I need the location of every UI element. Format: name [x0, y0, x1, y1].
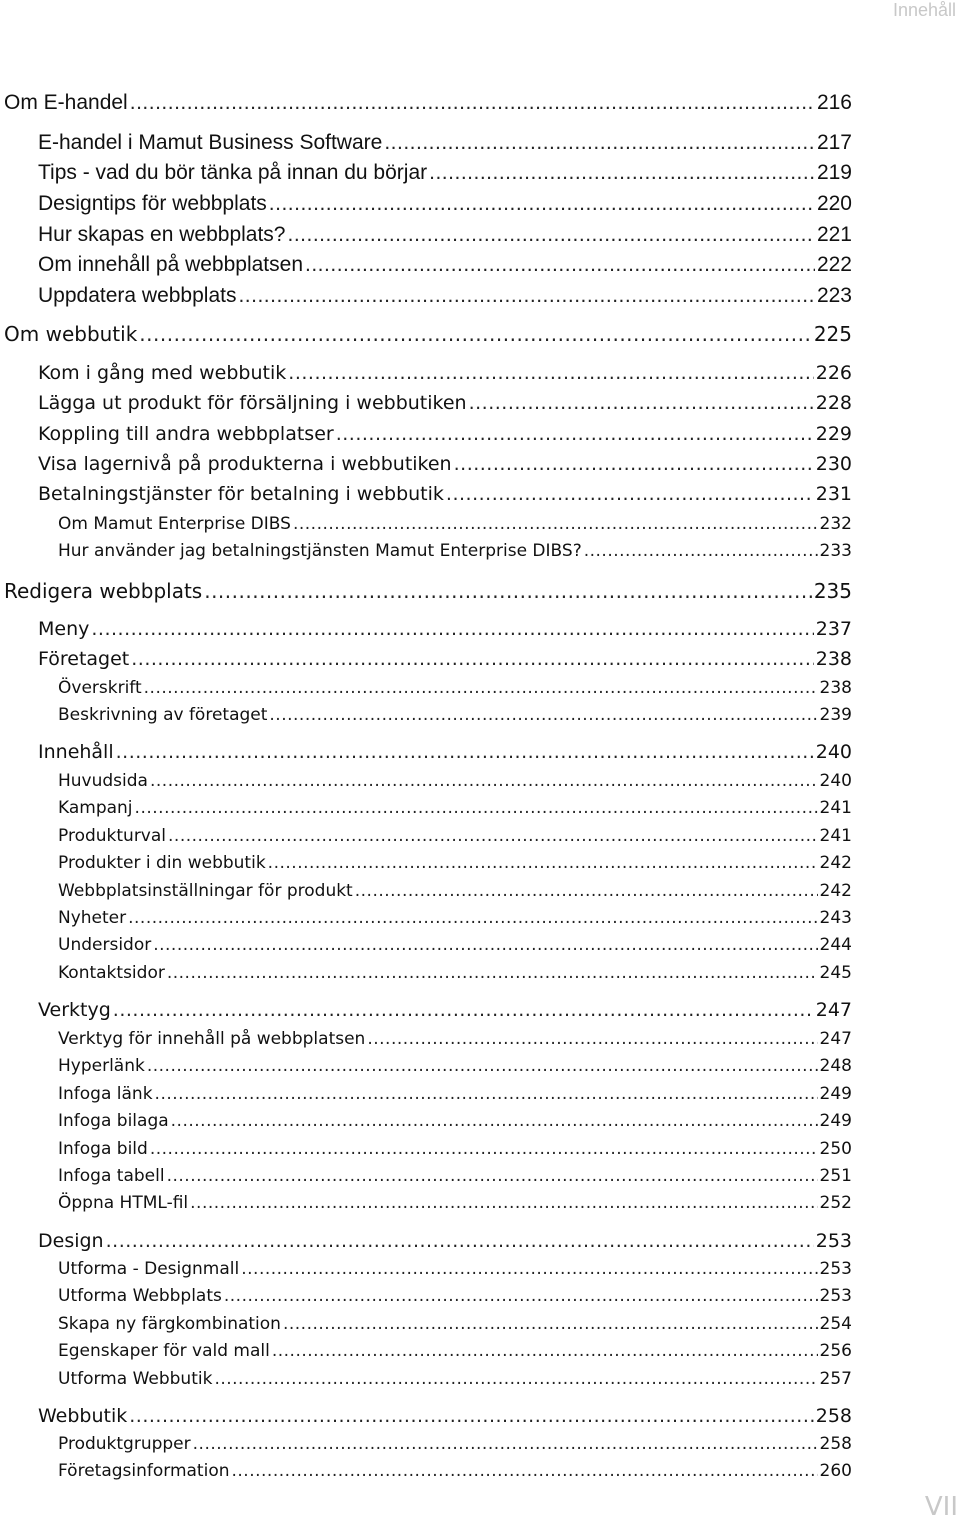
toc-entry-page: 239	[819, 705, 852, 725]
toc-entry[interactable]	[38, 1001, 852, 1020]
leader-dots	[171, 1113, 818, 1130]
leader-dots	[224, 1288, 818, 1305]
toc-entry[interactable]	[58, 800, 852, 817]
toc-entry-page: 240	[815, 741, 852, 763]
toc-entry-page: 253	[815, 1230, 852, 1252]
toc-entry-label: Nyheter	[58, 908, 127, 928]
toc-entry-label: Produkturval	[58, 826, 167, 846]
toc-entry[interactable]	[38, 285, 852, 306]
toc-entry-label: Betalningstjänster för betalning i webbutik	[38, 483, 444, 505]
toc-entry-label: Kom i gång med webbutik	[38, 362, 287, 384]
toc-entry-page: 243	[819, 908, 852, 928]
toc-entry[interactable]	[38, 254, 852, 275]
toc-entry-page: 250	[819, 1139, 852, 1159]
toc-entry[interactable]	[58, 707, 852, 724]
toc-entry-page: 228	[815, 392, 852, 414]
toc-entry-page: 242	[819, 881, 852, 901]
leader-dots	[113, 1001, 814, 1020]
toc-entry[interactable]	[58, 1261, 852, 1278]
toc-entry[interactable]	[58, 883, 852, 900]
toc-entry-label: Produkter i din webbutik	[58, 853, 266, 873]
toc-entry-page: 241	[819, 826, 852, 846]
toc-entry[interactable]	[38, 620, 852, 639]
toc-entry-label: Designtips för webbplats	[38, 192, 267, 215]
leader-dots	[167, 1168, 818, 1185]
toc-entry-page: 242	[819, 853, 852, 873]
toc-entry[interactable]	[58, 1141, 852, 1158]
leader-dots	[241, 1261, 817, 1278]
toc-entry-label: Innehåll	[38, 741, 114, 763]
leader-dots	[116, 743, 814, 762]
toc-entry-page: 256	[819, 1341, 852, 1361]
leader-dots	[204, 581, 812, 601]
toc-entry-label: Infoga bilaga	[58, 1111, 169, 1131]
toc-entry[interactable]	[38, 224, 852, 245]
leader-dots	[287, 224, 814, 245]
leader-dots	[355, 883, 818, 900]
leader-dots	[144, 680, 818, 697]
toc-entry-page: 217	[816, 131, 852, 154]
toc-entry[interactable]	[38, 1232, 852, 1251]
toc-entry-page: 249	[819, 1111, 852, 1131]
toc-entry-label: Webbplatsinställningar för produkt	[58, 881, 353, 901]
leader-dots	[269, 193, 815, 214]
leader-dots	[167, 965, 818, 982]
toc-entry-label: Skapa ny färgkombination	[58, 1314, 281, 1334]
toc-entry-label: Om innehåll på webbplatsen	[38, 253, 304, 276]
toc-entry-page: 238	[819, 678, 852, 698]
toc-entry-label: Om webbutik	[4, 322, 138, 346]
leader-dots	[135, 800, 818, 817]
toc-entry[interactable]	[4, 581, 852, 601]
toc-entry[interactable]	[38, 1407, 852, 1426]
leader-dots	[454, 455, 814, 474]
toc-entry-page: 221	[816, 223, 852, 246]
toc-entry-label: Utforma - Designmall	[58, 1259, 240, 1279]
toc-entry-page: 252	[819, 1193, 852, 1213]
toc-entry-label: Uppdatera webbplats	[38, 284, 237, 307]
toc-entry[interactable]	[58, 1168, 852, 1185]
leader-dots	[272, 1343, 818, 1360]
leader-dots	[153, 937, 817, 954]
toc-entry-page: 251	[819, 1166, 852, 1186]
toc-entry-label: Meny	[38, 618, 90, 640]
toc-entry[interactable]	[38, 743, 852, 762]
leader-dots	[446, 485, 814, 504]
toc-entry-label: Webbutik	[38, 1405, 128, 1427]
toc-entry-page: 223	[816, 284, 852, 307]
leader-dots	[238, 285, 814, 306]
toc-entry-page: 238	[815, 648, 852, 670]
leader-dots	[268, 855, 818, 872]
leader-dots	[232, 1463, 818, 1480]
toc-entry-page: 230	[815, 453, 852, 475]
toc-entry-page: 253	[819, 1286, 852, 1306]
toc-entry-label: E-handel i Mamut Business Software	[38, 131, 383, 154]
toc-entry-label: Verktyg	[38, 999, 111, 1021]
toc-entry-label: Företaget	[38, 648, 130, 670]
leader-dots	[584, 543, 818, 560]
toc-entry-page: 216	[816, 91, 852, 114]
leader-dots	[131, 650, 813, 669]
toc-entry[interactable]	[58, 910, 852, 927]
leader-dots	[106, 1232, 814, 1251]
leader-dots	[128, 910, 817, 927]
leader-dots	[469, 394, 814, 413]
toc-entry-label: Företagsinformation	[58, 1461, 230, 1481]
toc-entry-page: 235	[813, 579, 852, 603]
toc-entry[interactable]	[58, 773, 852, 790]
toc-entry-page: 244	[819, 935, 852, 955]
leader-dots	[293, 516, 818, 533]
toc-entry-page: 226	[815, 362, 852, 384]
leader-dots	[129, 1407, 813, 1426]
toc-entry-label: Egenskaper för vald mall	[58, 1341, 270, 1361]
leader-dots	[168, 828, 818, 845]
toc-entry-page: 237	[815, 618, 852, 640]
toc-entry-page: 220	[816, 192, 852, 215]
toc-entry-label: Infoga länk	[58, 1084, 153, 1104]
toc-entry[interactable]	[58, 1343, 852, 1360]
leader-dots	[269, 707, 817, 724]
toc-entry[interactable]	[38, 193, 852, 214]
toc-entry-label: Hur skapas en webbplats?	[38, 223, 286, 246]
toc-entry-page: 247	[815, 999, 852, 1021]
leader-dots	[384, 132, 815, 153]
toc-entry[interactable]	[38, 455, 852, 474]
toc-entry[interactable]	[38, 425, 852, 444]
toc-entry-label: Design	[38, 1230, 104, 1252]
leader-dots	[139, 324, 812, 344]
page-number: VII	[924, 1492, 958, 1522]
toc-entry-page: 258	[819, 1434, 852, 1454]
leader-dots	[288, 364, 813, 383]
toc-entry[interactable]	[58, 543, 852, 560]
toc-entry[interactable]	[58, 516, 852, 533]
leader-dots	[190, 1195, 817, 1212]
toc-entry[interactable]	[4, 92, 852, 113]
leader-dots	[193, 1436, 818, 1453]
toc-entry-page: 233	[819, 541, 852, 561]
toc-entry-label: Överskrift	[58, 678, 142, 698]
toc-entry[interactable]	[58, 1058, 852, 1075]
toc-entry[interactable]	[38, 650, 852, 669]
leader-dots	[367, 1031, 817, 1048]
toc-entry[interactable]	[58, 1463, 852, 1480]
toc-entry-label: Kampanj	[58, 798, 133, 818]
toc-entry[interactable]	[38, 485, 852, 504]
toc-entry-label: Om Mamut Enterprise DIBS	[58, 514, 291, 534]
toc-entry-page: 258	[815, 1405, 852, 1427]
leader-dots	[155, 1086, 818, 1103]
toc-entry-label: Beskrivning av företaget	[58, 705, 268, 725]
toc-entry-page: 253	[819, 1259, 852, 1279]
leader-dots	[150, 1141, 818, 1158]
toc-entry[interactable]	[58, 1113, 852, 1130]
toc-entry-page: 231	[815, 483, 852, 505]
toc-entry-page: 260	[819, 1461, 852, 1481]
toc-entry-label: Lägga ut produkt för försäljning i webbutiken	[38, 392, 467, 414]
leader-dots	[336, 425, 814, 444]
leader-dots	[150, 773, 818, 790]
toc-entry-label: Tips - vad du bör tänka på innan du börjar	[38, 161, 428, 184]
toc-entry-page: 254	[819, 1314, 852, 1334]
leader-dots	[147, 1058, 818, 1075]
toc-entry-page: 222	[816, 253, 852, 276]
toc-entry[interactable]	[58, 855, 852, 872]
leader-dots	[130, 92, 815, 113]
toc-entry-label: Huvudsida	[58, 771, 148, 791]
toc-entry-label: Kontaktsidor	[58, 963, 165, 983]
toc-entry-label: Visa lagernivå på produkterna i webbutiken	[38, 453, 452, 475]
toc-entry-page: 225	[813, 322, 852, 346]
toc-entry-page: 245	[819, 963, 852, 983]
leader-dots	[429, 162, 815, 183]
toc-entry[interactable]	[58, 1195, 852, 1212]
toc-entry-label: Utforma Webbplats	[58, 1286, 222, 1306]
running-header: Innehåll	[892, 0, 956, 20]
toc-entry-page: 247	[819, 1029, 852, 1049]
toc-entry[interactable]	[58, 828, 852, 845]
toc-entry[interactable]	[58, 965, 852, 982]
toc-entry-label: Öppna HTML-fil	[58, 1193, 189, 1213]
toc-entry-page: 241	[819, 798, 852, 818]
toc-entry-page: 219	[816, 161, 852, 184]
toc-entry[interactable]	[38, 394, 852, 413]
toc-entry-label: Utforma Webbutik	[58, 1369, 213, 1389]
toc-entry[interactable]	[58, 937, 852, 954]
toc-entry[interactable]	[58, 1371, 852, 1388]
toc-entry[interactable]	[58, 1316, 852, 1333]
toc-entry-page: 248	[819, 1056, 852, 1076]
toc-entry-label: Koppling till andra webbplatser	[38, 423, 334, 445]
toc-entry-label: Om E-handel	[4, 91, 128, 114]
leader-dots	[214, 1371, 817, 1388]
toc-entry-label: Redigera webbplats	[4, 579, 203, 603]
toc-entry-label: Hyperlänk	[58, 1056, 145, 1076]
toc-entry-label: Undersidor	[58, 935, 152, 955]
toc-entry-label: Hur använder jag betalningstjänsten Mamut Enterprise DIBS?	[58, 541, 582, 561]
toc-entry[interactable]	[58, 680, 852, 697]
toc-entry[interactable]	[58, 1031, 852, 1048]
leader-dots	[305, 254, 815, 275]
toc-entry-page: 257	[819, 1369, 852, 1389]
toc-entry-label: Verktyg för innehåll på webbplatsen	[58, 1029, 366, 1049]
toc-entry[interactable]	[58, 1436, 852, 1453]
toc-entry[interactable]	[38, 364, 852, 383]
toc-entry[interactable]	[4, 324, 852, 344]
toc-entry-page: 249	[819, 1084, 852, 1104]
leader-dots	[91, 620, 813, 639]
leader-dots	[283, 1316, 818, 1333]
toc-entry-page: 229	[815, 423, 852, 445]
toc-entry-label: Infoga bild	[58, 1139, 148, 1159]
toc-entry[interactable]	[38, 132, 852, 153]
toc-entry[interactable]	[58, 1288, 852, 1305]
toc-entry-page: 240	[819, 771, 852, 791]
toc-entry[interactable]	[38, 162, 852, 183]
toc-entry-label: Infoga tabell	[58, 1166, 165, 1186]
toc-entry[interactable]	[58, 1086, 852, 1103]
toc-entry-label: Produktgrupper	[58, 1434, 191, 1454]
toc-entry-page: 232	[819, 514, 852, 534]
